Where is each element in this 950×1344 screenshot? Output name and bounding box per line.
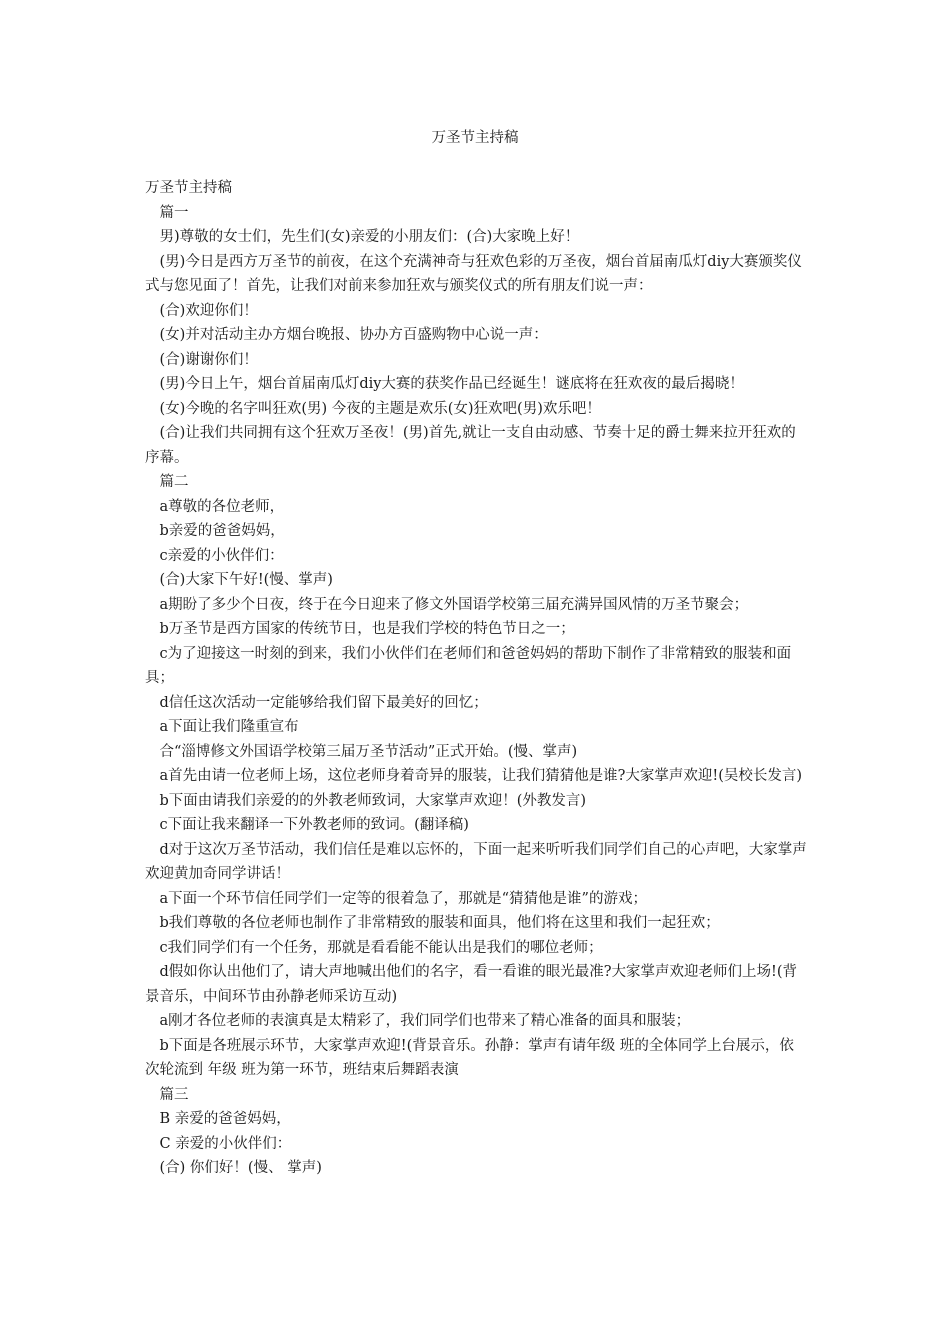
- paragraph: c下面让我来翻译一下外教老师的致词。(翻译稿): [159, 817, 469, 833]
- paragraph: a下面一个环节信任同学们一定等的很着急了，那就是“猜猜他是谁”的游戏；: [159, 890, 647, 907]
- paragraph: (男)今日是西方万圣节的前夜，在这个充满神奇与狂欢色彩的万圣夜，烟台首届南瓜灯diy大赛颁奖仪式与您见面了！首先，让我们对前来参加狂欢与颁奖仪式的所有朋友们说一声：: [145, 253, 802, 294]
- paragraph: b万圣节是西方国家的传统节日，也是我们学校的特色节日之一；: [159, 621, 575, 637]
- paragraph: (合) 你们好！(慢、 掌声): [159, 1160, 322, 1176]
- paragraph: C 亲爱的小伙伴们：: [159, 1135, 292, 1152]
- document-body: [145, 176, 807, 1181]
- paragraph: B 亲爱的爸爸妈妈，: [159, 1111, 291, 1127]
- paragraph: 篇一: [159, 204, 189, 221]
- paragraph: (合)谢谢你们！: [159, 351, 258, 368]
- document-title: 万圣节主持稿: [431, 130, 519, 146]
- paragraph: c为了迎接这一时刻的到来，我们小伙伴们在老师们和爸爸妈妈的帮助下制作了非常精致的服装和面具；: [145, 645, 792, 686]
- paragraph: 篇二: [159, 474, 189, 490]
- paragraph: d假如你认出他们了，请大声地喊出他们的名字，看一看谁的眼光最准?大家掌声欢迎老师们上场!(背景音乐，中间环节由孙静老师采访互动): [145, 964, 798, 1005]
- paragraph: (合)让我们共同拥有这个狂欢万圣夜！(男)首先,就让一支自由动感、节奏十足的爵士舞来拉开狂欢的序幕。: [145, 425, 796, 466]
- paragraph: (女)今晚的名字叫狂欢(男) 今夜的主题是欢乐(女)狂欢吧(男)欢乐吧！: [159, 400, 601, 417]
- paragraph: a首先由请一位老师上场，这位老师身着奇异的服装，让我们猜猜他是谁?大家掌声欢迎!(吴校长发言): [159, 768, 803, 784]
- paragraph: b亲爱的爸爸妈妈，: [159, 523, 285, 539]
- paragraph: (合)大家下午好!(慢、掌声): [159, 572, 333, 588]
- paragraph: a期盼了多少个日夜，终于在今日迎来了修文外国语学校第三届充满异国风情的万圣节聚会；: [159, 596, 749, 613]
- paragraph: a尊敬的各位老师，: [159, 498, 285, 515]
- paragraph: d对于这次万圣节活动，我们信任是难以忘怀的，下面一起来听听我们同学们自己的心声吧，大家掌声欢迎黄加奇同学讲话！: [145, 841, 807, 882]
- paragraph: a刚才各位老师的表演真是太精彩了，我们同学们也带来了精心准备的面具和服装；: [159, 1013, 691, 1029]
- paragraph: b下面是各班展示环节，大家掌声欢迎!(背景音乐。孙静：掌声有请年级 班的全体同学上台展示，依次轮流到 年级 班为第一环节，班结束后舞蹈表演: [145, 1037, 794, 1078]
- paragraph: c亲爱的小伙伴们：: [159, 547, 284, 564]
- paragraph: 篇三: [159, 1086, 189, 1103]
- paragraph: 男)尊敬的女士们，先生们(女)亲爱的小朋友们：(合)大家晚上好！: [159, 229, 580, 245]
- paragraph: 万圣节主持稿: [145, 180, 232, 196]
- paragraph: c我们同学们有一个任务，那就是看看能不能认出是我们的哪位老师；: [159, 939, 603, 956]
- paragraph: (女)并对活动主办方烟台晚报、协办方百盛购物中心说一声：: [159, 327, 548, 343]
- paragraph: b下面由请我们亲爱的的外教老师致词，大家掌声欢迎！(外教发言): [159, 792, 587, 809]
- paragraph: d信任这次活动一定能够给我们留下最美好的回忆；: [159, 694, 488, 711]
- paragraph: b我们尊敬的各位老师也制作了非常精致的服装和面具，他们将在这里和我们一起狂欢；: [159, 915, 720, 931]
- paragraph: (合)欢迎你们！: [159, 302, 258, 319]
- paragraph: (男)今日上午，烟台首届南瓜灯diy大赛的获奖作品已经诞生！谜底将在狂欢夜的最后揭晓！: [159, 376, 744, 392]
- paragraph: 合“淄博修文外国语学校第三届万圣节活动”正式开始。(慢、掌声): [159, 743, 578, 760]
- paragraph: a下面让我们隆重宣布: [159, 719, 299, 735]
